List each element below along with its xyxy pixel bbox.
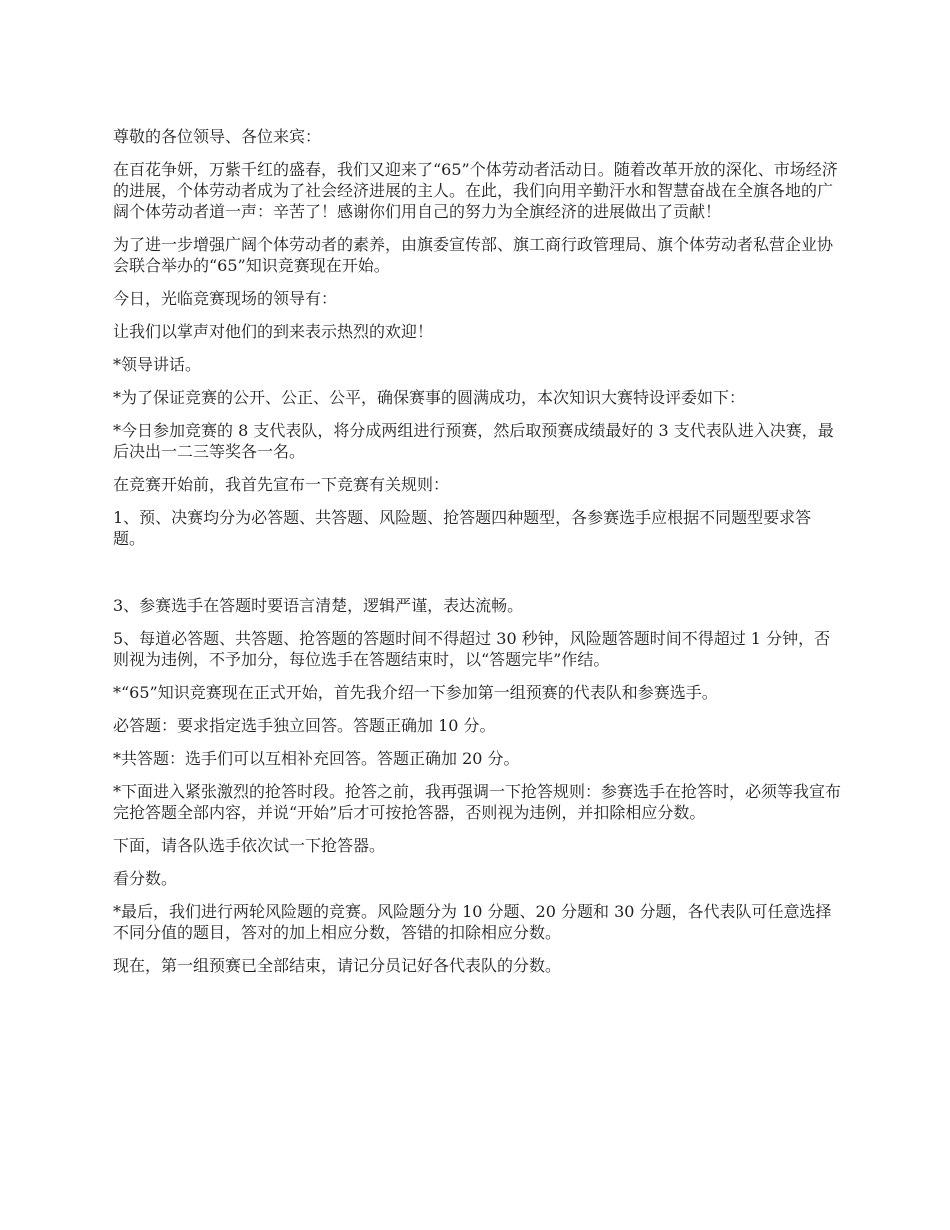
- welcome-paragraph: 让我们以掌声对他们的到来表示热烈的欢迎！: [113, 322, 434, 341]
- contest-start-paragraph: *“65”知识竞赛现在正式开始，首先我介绍一下参加第一组预赛的代表队和参赛选手。: [113, 683, 718, 702]
- scores-paragraph: 看分数。: [113, 869, 178, 888]
- rule-5-paragraph: 5、每道必答题、共答题、抢答题的答题时间不得超过 30 秒钟，风险题答题时间不得超过 1 分钟，否则视为违例，不予加分，每位选手在答题结束时，以“答题完毕”作结。: [113, 629, 831, 669]
- opening-paragraph: 在百花争妍，万紫千红的盛春，我们又迎来了“65”个体劳动者活动日。随着改革开放的深化、市场经济的进展，个体劳动者成为了社会经济进展的主人。在此，我们向用辛勤汗水和智慧奋战在全旗各地的广阔个体劳动者道一声：辛苦了！感谢你们用自己的努力为全旗经济的进展做出了贡献！: [113, 160, 838, 221]
- teams-paragraph: *今日参加竞赛的 8 支代表队，将分成两组进行预赛，然后取预赛成绩最好的 3 支代表队进入决赛，最后决出一二三等奖各一名。: [113, 421, 834, 461]
- contest-intro-paragraph: 为了进一步增强广阔个体劳动者的素养，由旗委宣传部、旗工商行政管理局、旗个体劳动者私营企业协会联合举办的“65”知识竞赛现在开始。: [113, 235, 834, 275]
- risk-questions-paragraph: *最后，我们进行两轮风险题的竞赛。风险题分为 10 分题、20 分题和 30 分题，各代表队可任意选择不同分值的题目，答对的加上相应分数，答错的扣除相应分数。: [113, 902, 832, 942]
- buzzer-rules-paragraph: *下面进入紧张激烈的抢答时段。抢答之前，我再强调一下抢答规则：参赛选手在抢答时，必须等我宣布完抢答题全部内容，并说“开始”后才可按抢答器，否则视为违例，并扣除相应分数。: [113, 782, 842, 822]
- required-questions-paragraph: 必答题：要求指定选手独立回答。答题正确加 10 分。: [113, 716, 496, 735]
- greeting: 尊敬的各位领导、各位来宾：: [113, 127, 322, 146]
- rules-intro-paragraph: 在竞赛开始前，我首先宣布一下竞赛有关规则：: [113, 475, 450, 494]
- leader-speech-paragraph: *领导讲话。: [113, 355, 202, 374]
- leaders-present-paragraph: 今日，光临竞赛现场的领导有：: [113, 289, 338, 308]
- rule-1-paragraph: 1、预、决赛均分为必答题、共答题、风险题、抢答题四种题型，各参赛选手应根据不同题型要求答题。: [113, 508, 812, 548]
- judges-paragraph: *为了保证竞赛的公开、公正、公平，确保赛事的圆满成功，本次知识大赛特设评委如下：: [113, 388, 746, 407]
- buzzer-test-paragraph: 下面，请各队选手依次试一下抢答器。: [113, 836, 386, 855]
- rule-3-paragraph: 3、参赛选手在答题时要语言清楚，逻辑严谨，表达流畅。: [113, 596, 524, 615]
- blank-gap: [113, 561, 843, 595]
- shared-questions-paragraph: *共答题：选手们可以互相补充回答。答题正确加 20 分。: [113, 749, 520, 768]
- closing-paragraph: 现在，第一组预赛已全部结束，请记分员记好各代表队的分数。: [113, 956, 562, 975]
- document-body: [113, 126, 843, 988]
